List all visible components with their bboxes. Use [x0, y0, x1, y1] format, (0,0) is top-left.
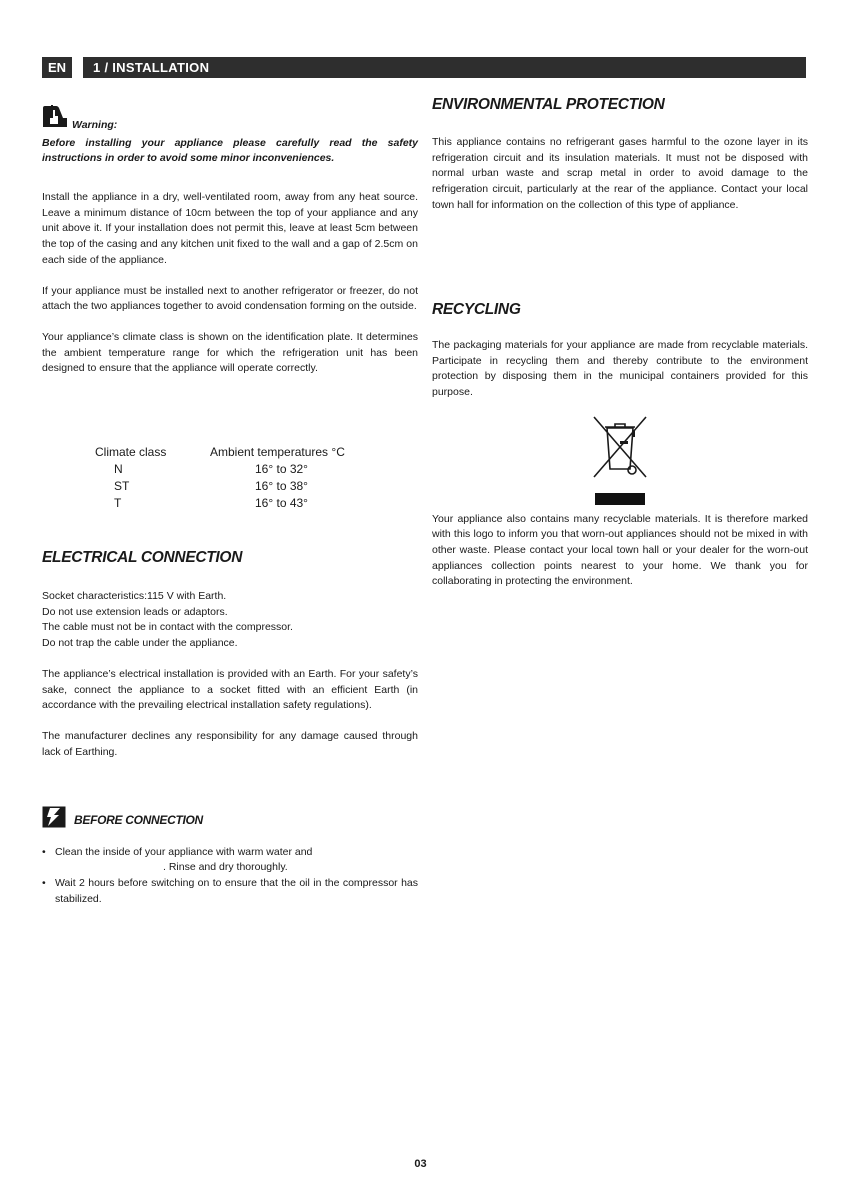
warning-hand-icon [42, 104, 68, 134]
crossed-out-wheelie-bin-icon [590, 415, 650, 481]
section-title-bar: 1 / INSTALLATION [83, 57, 806, 78]
recycling-section [432, 301, 808, 590]
climate-table [42, 444, 345, 512]
electrical-connection-heading: ELECTRICAL CONNECTION [42, 549, 243, 566]
warning-title: Warning: [72, 119, 118, 131]
environment-section [432, 96, 808, 214]
before-connection-heading: BEFORE CONNECTION [74, 812, 203, 827]
climate-class-cell: T [114, 496, 122, 510]
electrical-paragraph-2: The manufacturer declines any responsibility for any damage caused through lack of Earthing. [42, 729, 418, 758]
socket-line: Do not trap the cable under the appliance. [42, 637, 238, 650]
weee-logo [432, 415, 808, 505]
climate-table-header [42, 444, 345, 461]
recycling-heading: RECYCLING [432, 301, 521, 318]
climate-class-cell: ST [114, 479, 130, 493]
socket-line: The cable must not be in contact with the compressor. [42, 621, 293, 634]
warning-text: Before installing your appliance please carefully read the safety instructions in order to avoid some minor inconveniences. [42, 136, 418, 165]
temperature-range-cell: 16° to 43° [255, 496, 308, 510]
temperature-range-cell: 16° to 32° [255, 462, 308, 476]
bullet-1-text-a: Clean the inside of your appliance with warm water and [55, 845, 313, 858]
bullet-2-text: Wait 2 hours before switching on to ensure that the oil in the compressor has stabilized. [55, 877, 418, 905]
ambient-temperature-header: Ambient temperatures °C [210, 445, 345, 459]
language-badge: EN [42, 57, 72, 78]
list-item: • Wait 2 hours before switching on to ensure that the oil in the compressor has stabilized. [42, 876, 418, 907]
table-row [42, 478, 345, 495]
install-paragraph-2: If your appliance must be installed next to another refrigerator or freezer, do not attach the two appliances together to avoid condensation forming on the outside. [42, 284, 418, 313]
socket-lines [42, 589, 418, 652]
climate-class-cell: N [114, 462, 123, 476]
socket-line: Socket characteristics:115 V with Earth. [42, 590, 227, 602]
weee-logo-bar [595, 493, 645, 505]
warning-block [42, 104, 418, 167]
environmental-protection-heading: ENVIRONMENTAL PROTECTION [432, 96, 665, 113]
electrical-section [42, 549, 418, 760]
climate-class-header: Climate class [95, 445, 167, 459]
install-paragraph-3: Your appliance’s climate class is shown on the identification plate. It determines the ambient temperature range for which the refrigeration unit has been designed to ensure that the appliance will operate correctly. [42, 330, 418, 375]
climate-table-block [42, 444, 418, 512]
list-item: • Clean the inside of your appliance with warm water and . Rinse and dry thoroughly. [42, 845, 313, 874]
page-number: 03 [414, 1158, 427, 1170]
recycling-paragraph-1: The packaging materials for your appliance are made from recyclable materials. Participate in recycling them and thereby contribute to the environment protection by disposing them in the municipal containers provided for this purpose. [432, 339, 808, 399]
install-paragraph-1: Install the appliance in a dry, well-ventilated room, away from any heat source. Leave a minimum distance of 10cm between the top of your appliance and any unit above it. If your installation does not permit this, leave at least 5cm between the top of the casing and any kitchen unit fixed to the wall and a gap of 2.5cm on each side of the appliance. [42, 191, 418, 266]
table-row [42, 461, 345, 478]
bullet-1-text-b: . Rinse and dry thoroughly. [163, 861, 288, 874]
environment-paragraph: This appliance contains no refrigerant gases harmful to the ozone layer in its refrigeration circuit and its insulation materials. It must not be disposed with normal urban waste and scrap metal in order to avoid damage to the refrigeration circuit, particularly at the rear of the appliance. Contact your local town hall for information on the collection of this type of appliance. [432, 136, 808, 211]
installation-text [42, 190, 418, 377]
electric-shock-warning-icon [42, 806, 66, 834]
temperature-range-cell: 16° to 38° [255, 479, 308, 493]
electrical-paragraph-1: The appliance’s electrical installation is provided with an Earth. For your safety’s sake, connect the appliance to a socket fitted with an efficient Earth (in accordance with the prevailing electrical installation safety regulations). [42, 667, 418, 712]
socket-line: Do not use extension leads or adaptors. [42, 605, 228, 618]
recycling-paragraph-2: Your appliance also contains many recyclable materials. It is therefore marked with this logo to inform you that worn-out appliances should not be mixed in with other waste. Please contact your local town hall or your dealer for the worn-out appliances collection points nearest to your home. We thank you for collaborating in protecting the environment. [432, 512, 808, 588]
table-row [42, 495, 345, 512]
before-connection-section [42, 806, 418, 908]
